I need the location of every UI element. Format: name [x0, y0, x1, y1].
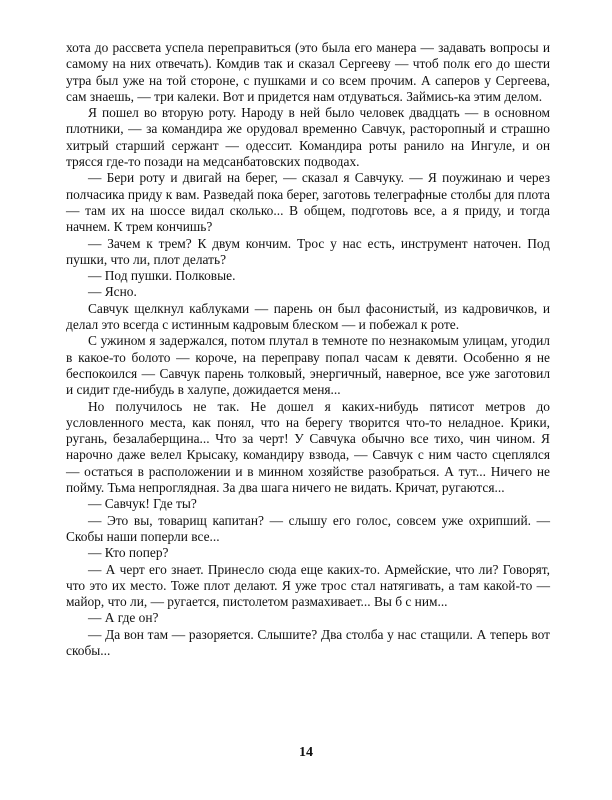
page-number: 14	[299, 745, 313, 760]
paragraph: С ужином я задержался, потом плутал в темноте по незнакомым улицам, угодил в какое-то болото — короче, на переправу попал часам к девяти. Особенно я не беспокоился — Савчук парень толковый, энергичный, наверное, все уже заготовил и сидит где-нибудь в халупе, дожидается меня...	[66, 333, 550, 398]
paragraph: Савчук щелкнул каблуками — парень он был фасонистый, из кадровичков, и делал это всегда с истинным кадровым блеском — и побежал к роте.	[66, 300, 550, 333]
paragraph: — Да вон там — разоряется. Слышите? Два столба у нас стащили. А теперь вот скобы...	[66, 626, 550, 658]
paragraph: хота до рассвета успела переправиться (это была его манера — задавать вопросы и самому на них отвечать). Комдив так и сказал Сергееву — чтоб полк его до шести утра был уже на той стороне, с пушками и со всем прочим. А саперов у Сергеева, сам знаешь, — три калеки. Вот и придется нам отдуваться. Займись-ка этим делом.	[66, 40, 550, 104]
paragraph: Но получилось не так. Не дошел я каких-нибудь пятисот метров до условленного места, как понял, что на берегу творится что-то неладное. Крики, ругань, безалаберщина... Что за черт! У Савчука обычно все тихо, чин чином. Я нарочно даже велел Крысаку, командиру взвода, — Савчук с ним часто сцеплялся — остаться в расположении и в минном хозяйстве разобраться. А тут... Ничего не пойму. Тьма непроглядная. За два шага ничего не видать. Кричат, ругаются...	[66, 398, 550, 496]
paragraph: — Бери роту и двигай на берег, — сказал я Савчуку. — Я поужинаю и через полчасика приду к вам. Разведай пока берег, заготовь телеграфные столбы для плота — там их на шоссе видал сколько... В общем, подготовь все, а я приду, и тогда начнем. К трем кончишь?	[66, 170, 550, 235]
paragraph: — Кто попер?	[88, 545, 169, 561]
paragraph: — А где он?	[88, 610, 159, 626]
paragraph: — Ясно.	[88, 284, 137, 300]
paragraph: — Это вы, товарищ капитан? — слышу его голос, совсем уже охрипший. — Скобы наши поперли все...	[66, 512, 550, 544]
paragraph: — Под пушки. Полковые.	[88, 268, 236, 284]
paragraph: Я пошел во вторую роту. Народу в ней было человек двадцать — в основном плотники, — за командира же орудовал временно Савчук, расторопный и страшно хитрый старший сержант — одессит. Командира роты ранило на Ингуле, и он трясся где-то позади на медсанбатовских подводах.	[66, 105, 550, 170]
page-body	[66, 40, 550, 659]
paragraph: — Зачем к трем? К двум кончим. Трос у нас есть, инструмент наточен. Под пушки, что ли, плот делать?	[66, 235, 550, 267]
paragraph: — Савчук! Где ты?	[88, 496, 197, 512]
paragraph: — А черт его знает. Принесло сюда еще каких-то. Армейские, что ли? Говорят, что это их место. Тоже плот делают. Я уже трос стал натягивать, а там какой-то — майор, что ли, — ругается, пистолетом размахивает... Вы б с ним...	[66, 561, 550, 610]
